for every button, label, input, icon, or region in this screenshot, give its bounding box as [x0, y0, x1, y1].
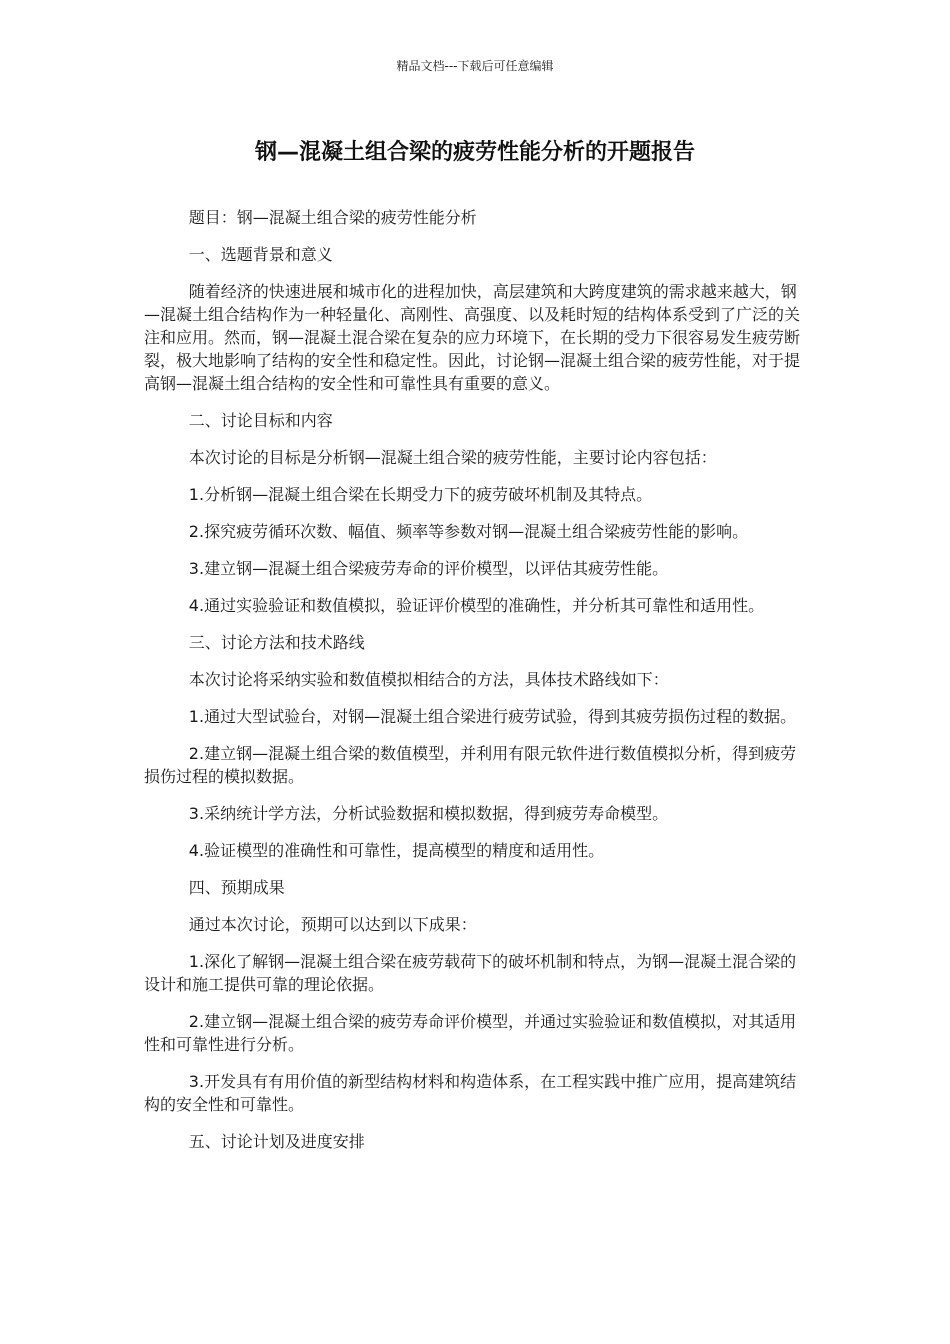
- method-item-4: 4.验证模型的准确性和可靠性，提高模型的精度和适用性。: [188, 841, 605, 860]
- goal-intro: 本次讨论的目标是分析钢—混凝土组合梁的疲劳性能，主要讨论内容包括：: [188, 448, 717, 467]
- goal-item-3: 3.建立钢—混凝土组合梁疲劳寿命的评价模型，以评估其疲劳性能。: [188, 559, 669, 578]
- topic-line: 题目：钢—混凝土组合梁的疲劳性能分析: [188, 208, 477, 227]
- method-intro: 本次讨论将采纳实验和数值模拟相结合的方法，具体技术路线如下：: [188, 670, 669, 689]
- section-heading-5: 五、讨论计划及进度安排: [188, 1132, 365, 1151]
- section-heading-4: 四、预期成果: [188, 878, 285, 897]
- document-title: 钢—混凝土组合梁的疲劳性能分析的开题报告: [254, 140, 695, 165]
- document-body: [144, 206, 810, 1167]
- goal-item-2: 2.探究疲劳循环次数、幅值、频率等参数对钢—混凝土组合梁疲劳性能的影响。: [188, 522, 749, 541]
- outcome-item-2: 2.建立钢—混凝土组合梁的疲劳寿命评价模型，并通过实验验证和数值模拟，对其适用性和可靠性进行分析。: [144, 1012, 797, 1054]
- method-item-2: 2.建立钢—混凝土组合梁的数值模型，并利用有限元软件进行数值模拟分析，得到疲劳损伤过程的模拟数据。: [144, 744, 797, 786]
- page-header: 精品文档---下载后可任意编辑: [396, 59, 554, 73]
- outcome-intro: 通过本次讨论，预期可以达到以下成果：: [188, 915, 477, 934]
- outcome-item-1: 1.深化了解钢—混凝土组合梁在疲劳载荷下的破坏机制和特点，为钢—混凝土混合梁的设计和施工提供可靠的理论依据。: [144, 952, 797, 994]
- section-heading-3: 三、讨论方法和技术路线: [188, 633, 365, 652]
- method-item-1: 1.通过大型试验台，对钢—混凝土组合梁进行疲劳试验，得到其疲劳损伤过程的数据。: [188, 707, 797, 726]
- goal-item-1: 1.分析钢—混凝土组合梁在长期受力下的疲劳破坏机制及其特点。: [188, 485, 653, 504]
- goal-item-4: 4.通过实验验证和数值模拟，验证评价模型的准确性，并分析其可靠性和适用性。: [188, 596, 765, 615]
- outcome-item-3: 3.开发具有有用价值的新型结构材料和构造体系，在工程实践中推广应用，提高建筑结构的安全性和可靠性。: [144, 1072, 797, 1114]
- section-heading-2: 二、讨论目标和内容: [188, 411, 333, 430]
- method-item-3: 3.采纳统计学方法，分析试验数据和模拟数据，得到疲劳寿命模型。: [188, 804, 669, 823]
- background-paragraph: 随着经济的快速进展和城市化的进程加快，高层建筑和大跨度建筑的需求越来越大，钢—混凝土组合结构作为一种轻量化、高刚性、高强度、以及耗时短的结构体系受到了广泛的关注和应用。然而，钢—混凝土混合梁在复杂的应力环境下，在长期的受力下很容易发生疲劳断裂，极大地影响了结构的安全性和稳定性。因此，讨论钢—混凝土组合梁的疲劳性能，对于提高钢—混凝土组合结构的安全性和可靠性具有重要的意义。: [144, 282, 801, 393]
- section-heading-1: 一、选题背景和意义: [188, 245, 333, 264]
